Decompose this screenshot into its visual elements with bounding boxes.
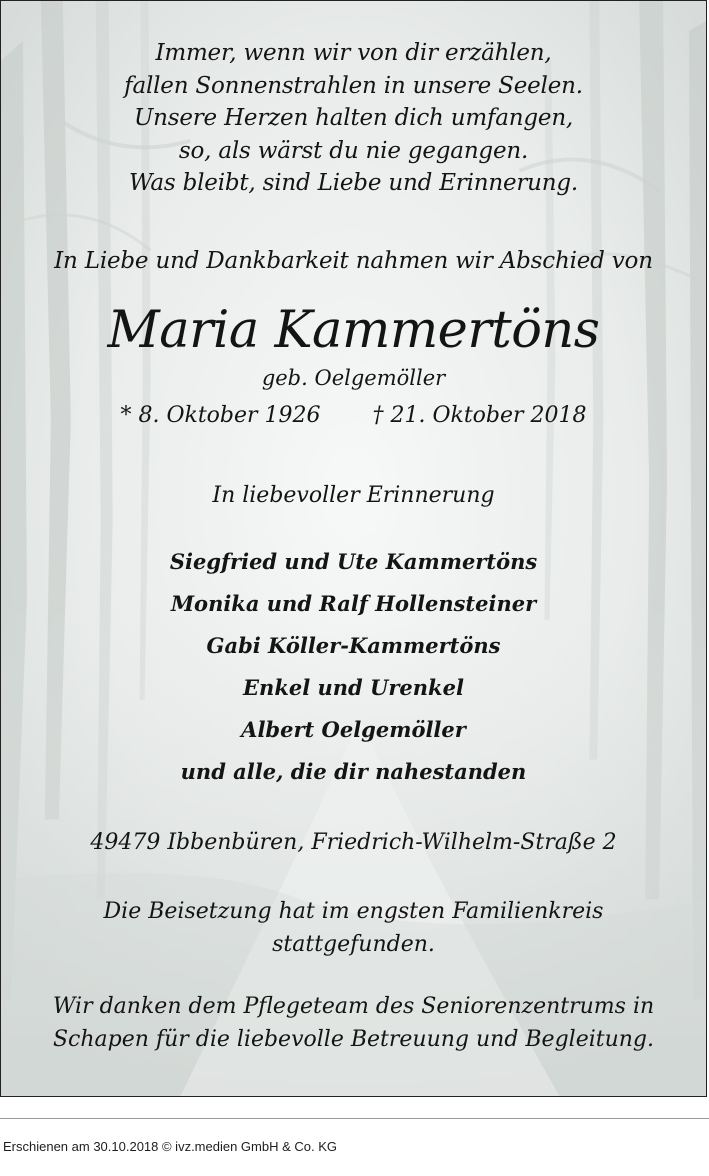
poem-line: Unsere Herzen halten dich umfangen, bbox=[133, 105, 574, 131]
poem-line: so, als wärst du nie gegangen. bbox=[178, 137, 529, 164]
poem-line: Was bleibt, sind Liebe und Erinnerung. bbox=[128, 170, 579, 196]
death-date: † 21. Oktober 2018 bbox=[372, 403, 587, 428]
mourners-list bbox=[1, 541, 706, 793]
life-dates bbox=[1, 403, 706, 428]
deceased-name: Maria Kammertöns bbox=[107, 301, 600, 360]
address: 49479 Ibbenbüren, Friedrich-Wilhelm-Straße 2 bbox=[90, 830, 617, 855]
publication-credit: Erschienen am 30.10.2018 © ivz.medien GmbH & Co. KG bbox=[3, 1139, 338, 1154]
burial-line: Die Beisetzung hat im engsten Familienkreis bbox=[103, 899, 604, 924]
footer-divider bbox=[0, 1118, 709, 1119]
burial-line: stattgefunden. bbox=[272, 931, 435, 957]
mourner: Enkel und Urenkel bbox=[243, 675, 464, 700]
burial-note bbox=[1, 896, 706, 961]
mourner: Siegfried und Ute Kammertöns bbox=[169, 549, 538, 574]
thanks-line: Wir danken dem Pflegeteam des Seniorenzentrums in bbox=[52, 994, 655, 1019]
memory-line: In liebevoller Erinnerung bbox=[212, 483, 495, 508]
birth-date: * 8. Oktober 1926 bbox=[120, 403, 321, 428]
mourner: Monika und Ralf Hollensteiner bbox=[170, 591, 537, 616]
mourner: Albert Oelgemöller bbox=[241, 717, 466, 742]
poem-line: Immer, wenn wir von dir erzählen, bbox=[155, 40, 552, 66]
mourner: Gabi Köller-Kammertöns bbox=[206, 633, 501, 658]
poem bbox=[1, 37, 706, 200]
maiden-name: geb. Oelgemöller bbox=[261, 366, 446, 390]
poem-line: fallen Sonnenstrahlen in unsere Seelen. bbox=[124, 72, 583, 99]
mourner: und alle, die dir nahestanden bbox=[180, 759, 527, 784]
farewell-intro: In Liebe und Dankbarkeit nahmen wir Abschied von bbox=[54, 248, 653, 274]
thanks-line: Schapen für die liebevolle Betreuung und Begleitung. bbox=[52, 1026, 655, 1052]
thanks-note bbox=[1, 991, 706, 1056]
